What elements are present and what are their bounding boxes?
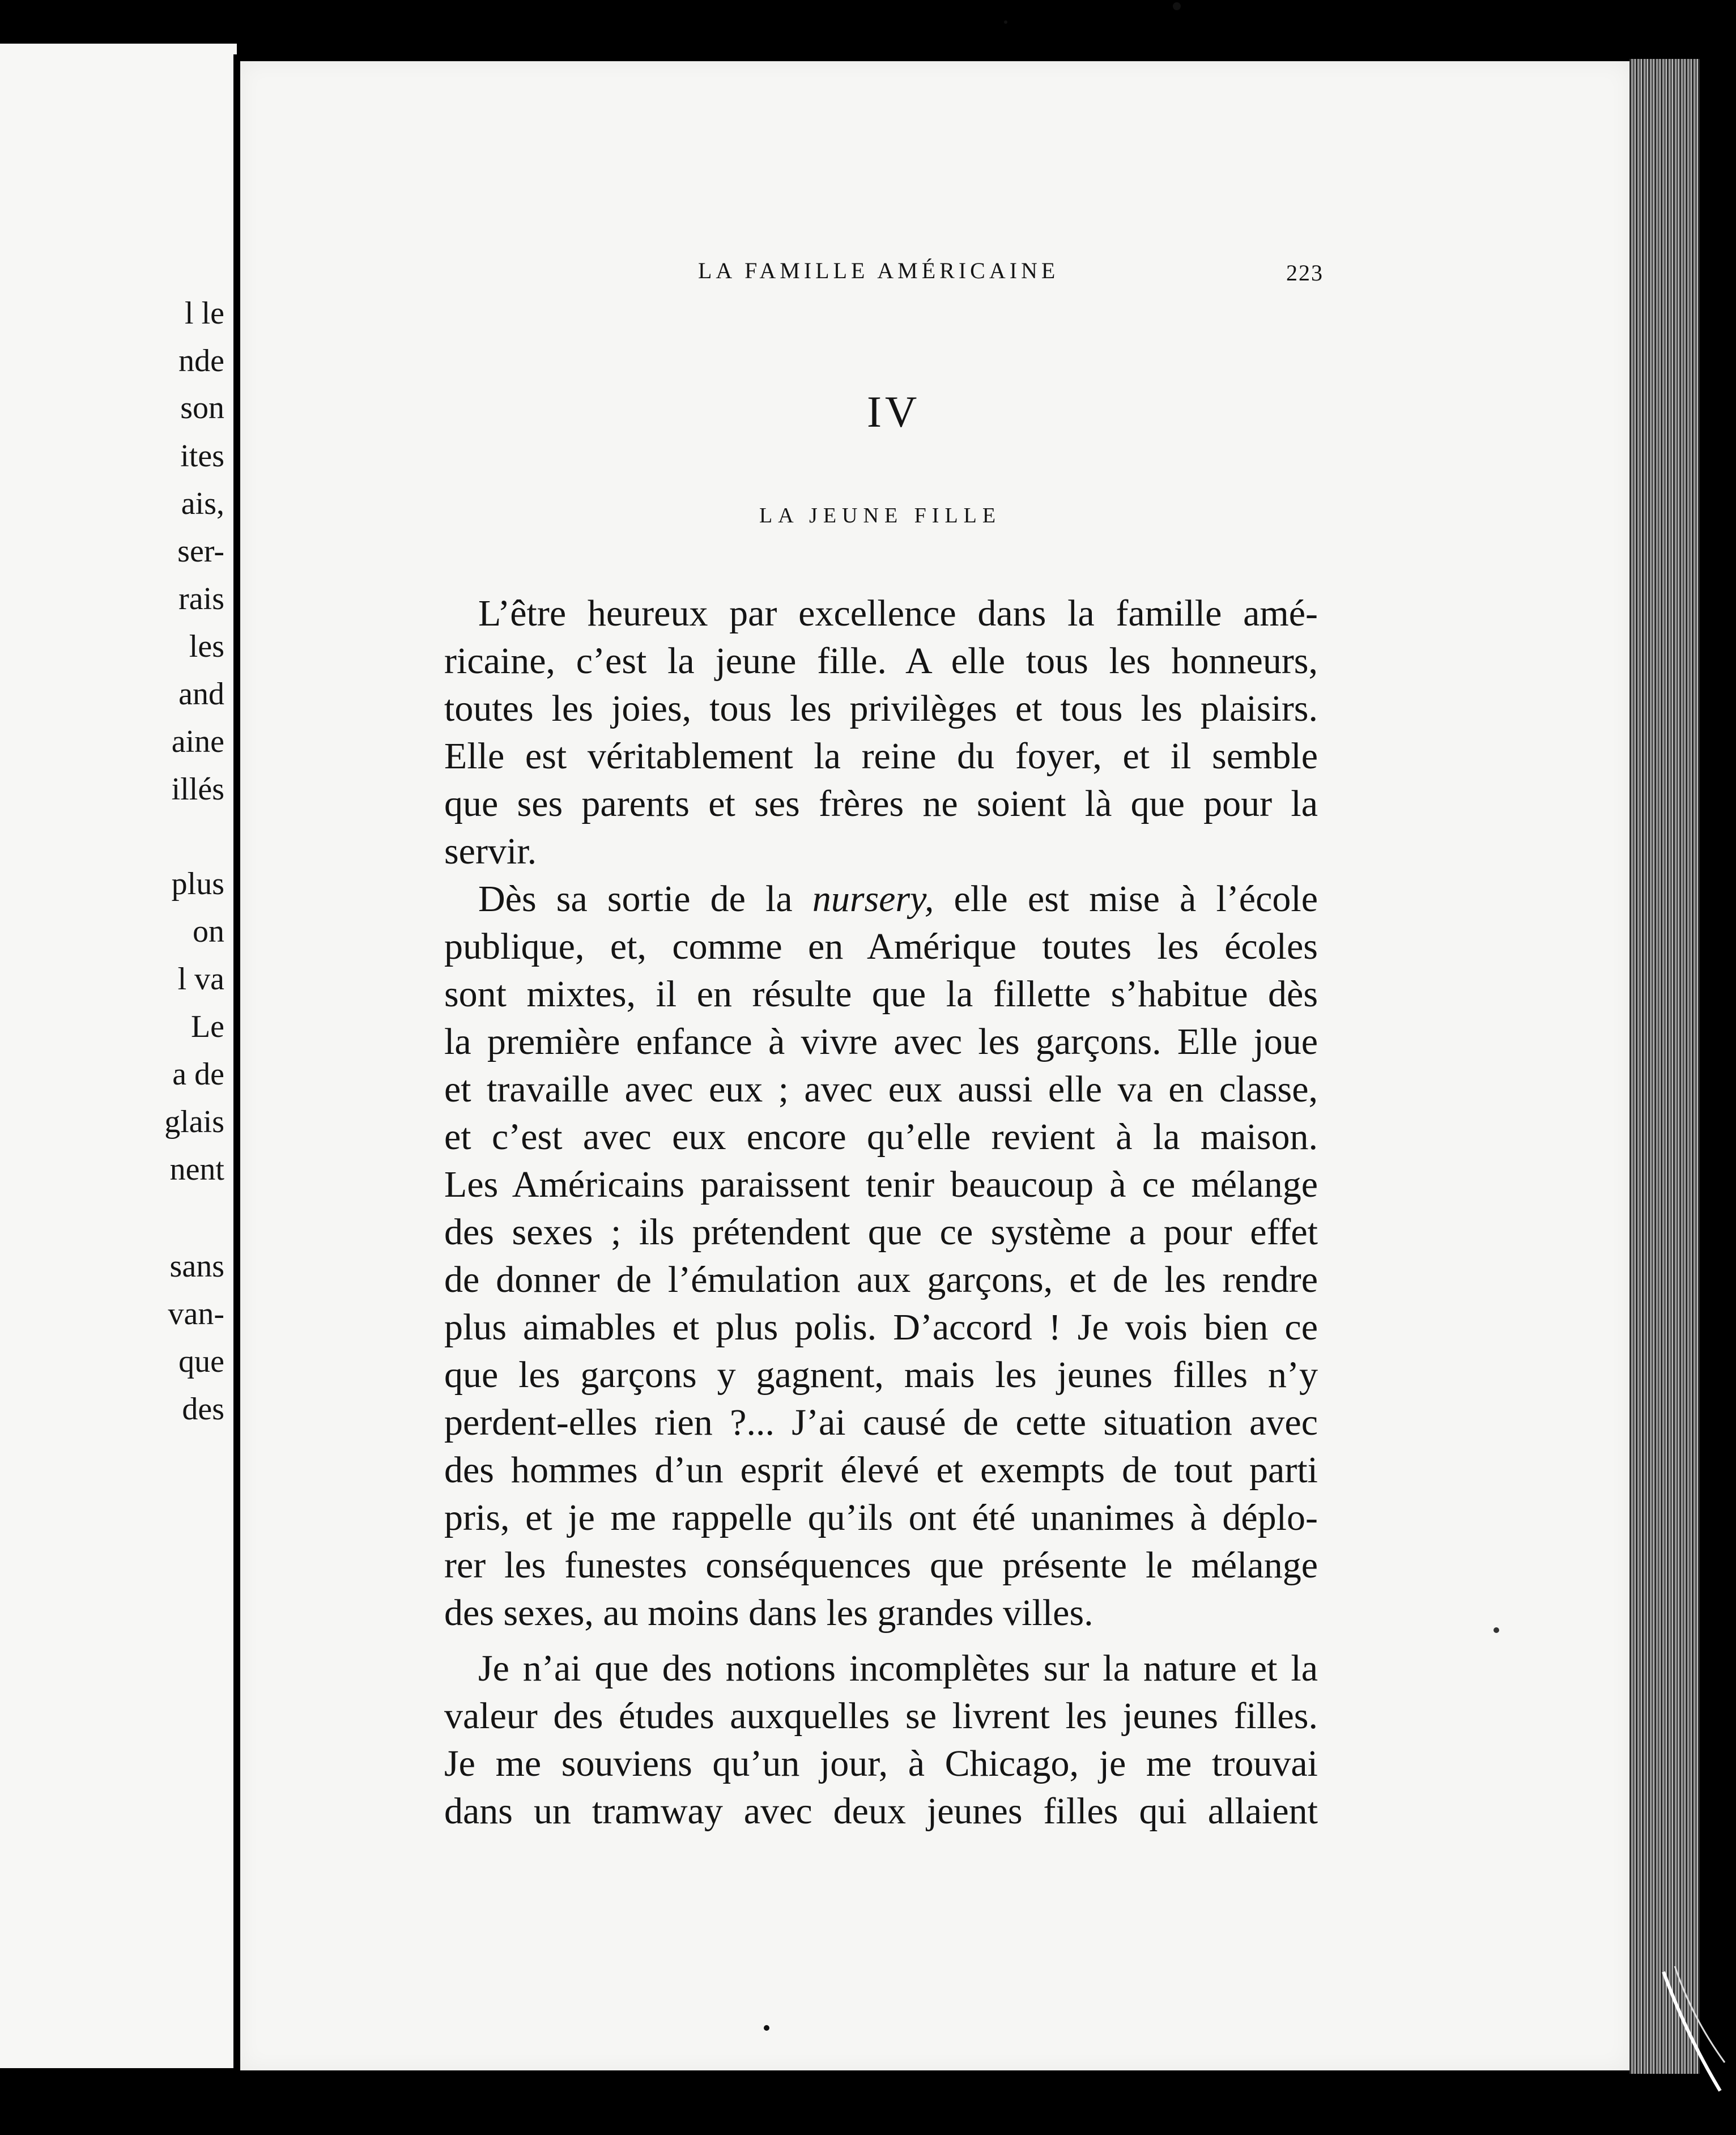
gutter-divider	[233, 54, 240, 2068]
paragraph-line: et travaille avec eux ; avec eux aussi elle va en classe,	[444, 1069, 1318, 1110]
paragraph-line: des sexes ; ils prétendent que ce système a pour effet	[444, 1211, 1318, 1253]
running-head: LA FAMILLE AMÉRICAINE	[698, 258, 1060, 283]
paragraph-text: elle est mise à l’école	[954, 878, 1318, 920]
paragraph-line: ricaine, c’est la jeune fille. A elle tous les honneurs,	[444, 640, 1318, 682]
paragraph-line: de donner de l’émulation aux garçons, et de les rendre	[444, 1259, 1318, 1300]
page-edges	[1629, 59, 1700, 2074]
left-page	[0, 44, 237, 2068]
paragraph-line: publique, et, comme en Amérique toutes les écoles	[444, 926, 1318, 967]
left-page-fragment: van-	[168, 1296, 224, 1332]
left-page-fragment: glais	[164, 1104, 224, 1139]
paragraph-line: sont mixtes, il en résulte que la fillette s’habitue dès	[444, 973, 1318, 1015]
paragraph-line: perdent-elles rien ?... J’ai causé de cette situation avec	[444, 1402, 1318, 1443]
left-page-fragment: ites	[180, 439, 224, 474]
left-page-fragment: nde	[178, 343, 224, 378]
left-page-fragment: Le	[190, 1009, 224, 1044]
scan-speck	[764, 2025, 769, 2031]
paragraph-line: et c’est avec eux encore qu’elle revient à la maison.	[444, 1116, 1318, 1158]
paragraph-line: L’être heureux par excellence dans la famille amé-	[478, 593, 1318, 634]
paragraph-line: des hommes d’un esprit élevé et exempts de tout parti	[444, 1449, 1318, 1491]
left-page-fragment: aine	[171, 724, 224, 759]
left-page-fragment: plus	[171, 866, 224, 901]
paragraph-line: rer les funestes conséquences que présente le mélange	[444, 1545, 1318, 1586]
paragraph-line: plus aimables et plus polis. D’accord ! Je vois bien ce	[444, 1307, 1318, 1348]
paragraph-line: Elle est véritablement la reine du foyer, et il semble	[444, 735, 1318, 777]
paragraph-line: servir.	[444, 831, 537, 872]
paragraph-line: la première enfance à vivre avec les garçons. Elle joue	[444, 1021, 1318, 1062]
left-page-fragment: l le	[185, 296, 224, 331]
left-page-fragment: son	[180, 390, 224, 426]
paragraph-line: valeur des études auxquelles se livrent les jeunes filles.	[444, 1695, 1318, 1737]
left-page-fragment: les	[189, 629, 224, 664]
left-page-fragment: illés	[171, 772, 224, 807]
page-number: 223	[1286, 260, 1324, 286]
paragraph-line: Je me souviens qu’un jour, à Chicago, je me trouvai	[444, 1743, 1318, 1784]
paragraph-line: des sexes, au moins dans les grandes villes.	[444, 1592, 1093, 1634]
paragraph-line: dans un tramway avec deux jeunes filles qui allaient	[444, 1790, 1318, 1832]
italic-term: nursery,	[812, 878, 934, 920]
paragraph-line: que ses parents et ses frères ne soient là que pour la	[444, 783, 1318, 824]
left-page-fragment: nent	[169, 1152, 224, 1187]
paragraph-text: Dès sa sortie de la	[478, 878, 793, 920]
scan-speck	[1173, 2, 1181, 10]
paragraph-line: Je n’ai que des notions incomplètes sur la nature et la	[478, 1648, 1318, 1689]
paragraph-line: Les Américains paraissent tenir beaucoup à ce mélange	[444, 1164, 1318, 1205]
left-page-fragment: sans	[169, 1249, 224, 1284]
left-page-fragment: des	[182, 1392, 224, 1427]
scan-speck	[1004, 20, 1007, 24]
scan-speck	[1494, 1627, 1499, 1633]
left-page-fragment: a de	[172, 1057, 224, 1092]
chapter-title: LA JEUNE FILLE	[759, 504, 1002, 528]
left-page-fragment: rais	[178, 581, 224, 616]
paragraph-line	[478, 878, 1318, 920]
paragraph-line: pris, et je me rappelle qu’ils ont été unanimes à déplo-	[444, 1497, 1318, 1538]
page-corner-curl	[1658, 1966, 1726, 2096]
left-page-fragment: on	[193, 914, 224, 949]
left-page-fragment: l va	[177, 962, 224, 997]
left-page-fragment: and	[178, 677, 224, 712]
left-page-fragment: ser-	[177, 534, 224, 569]
chapter-number: IV	[867, 387, 921, 436]
left-page-fragment: ais,	[181, 486, 224, 521]
paragraph-line: que les garçons y gagnent, mais les jeunes filles n’y	[444, 1354, 1318, 1396]
left-page-fragment: que	[178, 1344, 224, 1379]
paragraph-line: toutes les joies, tous les privilèges et tous les plaisirs.	[444, 688, 1318, 729]
